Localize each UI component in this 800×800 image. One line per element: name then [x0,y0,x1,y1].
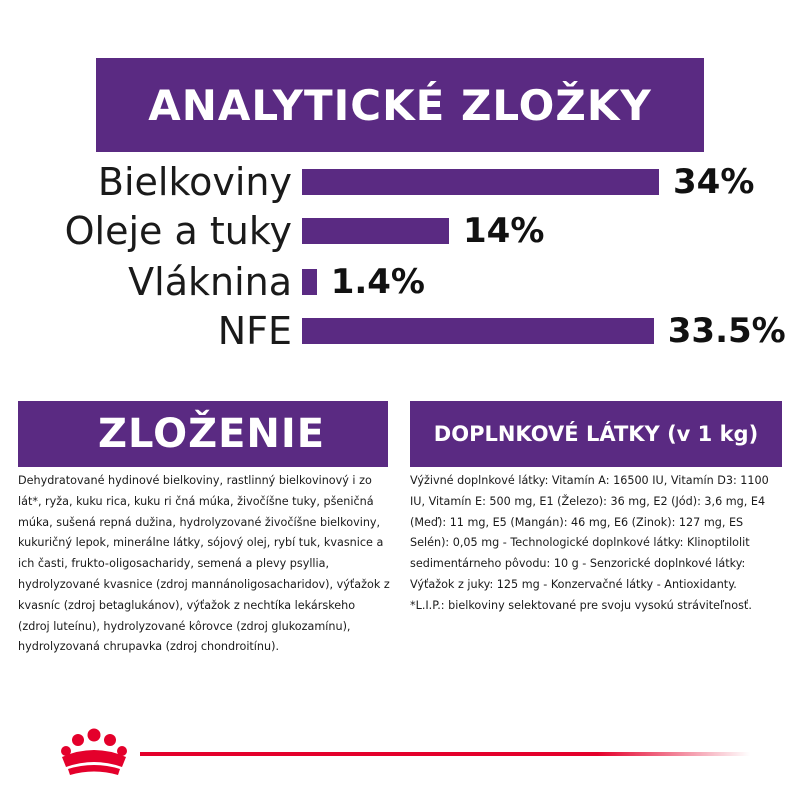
analytics-label: Oleje a tuky [64,209,292,253]
composition-title: ZLOŽENIE [98,411,326,457]
analytics-label: NFE [217,309,292,353]
composition-text-block [18,471,390,658]
crown-icon [56,727,132,779]
analytics-value: 14% [463,211,545,251]
additives-text-block [410,471,782,617]
analytics-label: Bielkoviny [97,160,292,204]
additives-header [410,401,782,467]
composition-header [18,401,388,467]
analytics-bar [302,269,317,295]
analytics-banner [96,58,704,152]
analytics-row [0,208,800,254]
additives-note: *L.I.P.: bielkoviny selektované pre svoju vysokú stráviteľnosť. [410,598,752,612]
analytics-label: Vláknina [128,260,292,304]
additives-title: DOPLNKOVÉ LÁTKY (v 1 kg) [433,422,759,446]
composition-text: Dehydratované hydinové bielkoviny, rastlinný bielkovinový i zo lát*, ryža, kuku rica, kuku ri čná múka, živočíšne tuky, pšeničná múka, sušená repná dužina, hydrolyzované živočíšne bielkoviny, kukuričný lepok, minerálne látky, sójový olej, rybí tuk, kvasnice a ich časti, frukto-oligosacharidy, semená a plevy psyllia, hydrolyzované kvasnice (zdroj mannánoligosacharidov), výťažok z kvasníc (zdroj betaglukánov), výťažok z nechtíka lekárskeho (zdroj luteínu), hydrolyzované kôrovce (zdroj glukozamínu), hydrolyzovaná chrupavka (zdroj chondroitínu). [18,474,390,654]
analytics-row [0,308,800,354]
analytics-bar [302,218,449,244]
analytics-value: 1.4% [330,262,425,302]
analytics-row [0,159,800,205]
analytics-row [0,259,800,305]
analytics-bar [302,318,654,344]
analytics-value: 33.5% [667,311,786,351]
brand-divider-line [140,752,750,756]
analytics-bar [302,169,659,195]
analytics-title: ANALYTICKÉ ZLOŽKY [148,80,652,130]
analytics-value: 34% [673,162,755,202]
additives-text: Výživné doplnkové látky: Vitamín A: 16500 IU, Vitamín D3: 1100 IU, Vitamín E: 500 mg, E1 (Železo): 36 mg, E2 (Jód): 3,6 mg, E4 (Meď): 11 mg, E5 (Mangán): 46 mg, E6 (Zinok): 127 mg, ES Selén): 0,05 mg - Technologické doplnkové látky: Klinoptilolit sedimentárneho pôvodu: 10 g - Senzorické doplnkové látky: Výťažok z juky: 125 mg - Konzervačné látky - Antioxidanty. [410,474,769,591]
